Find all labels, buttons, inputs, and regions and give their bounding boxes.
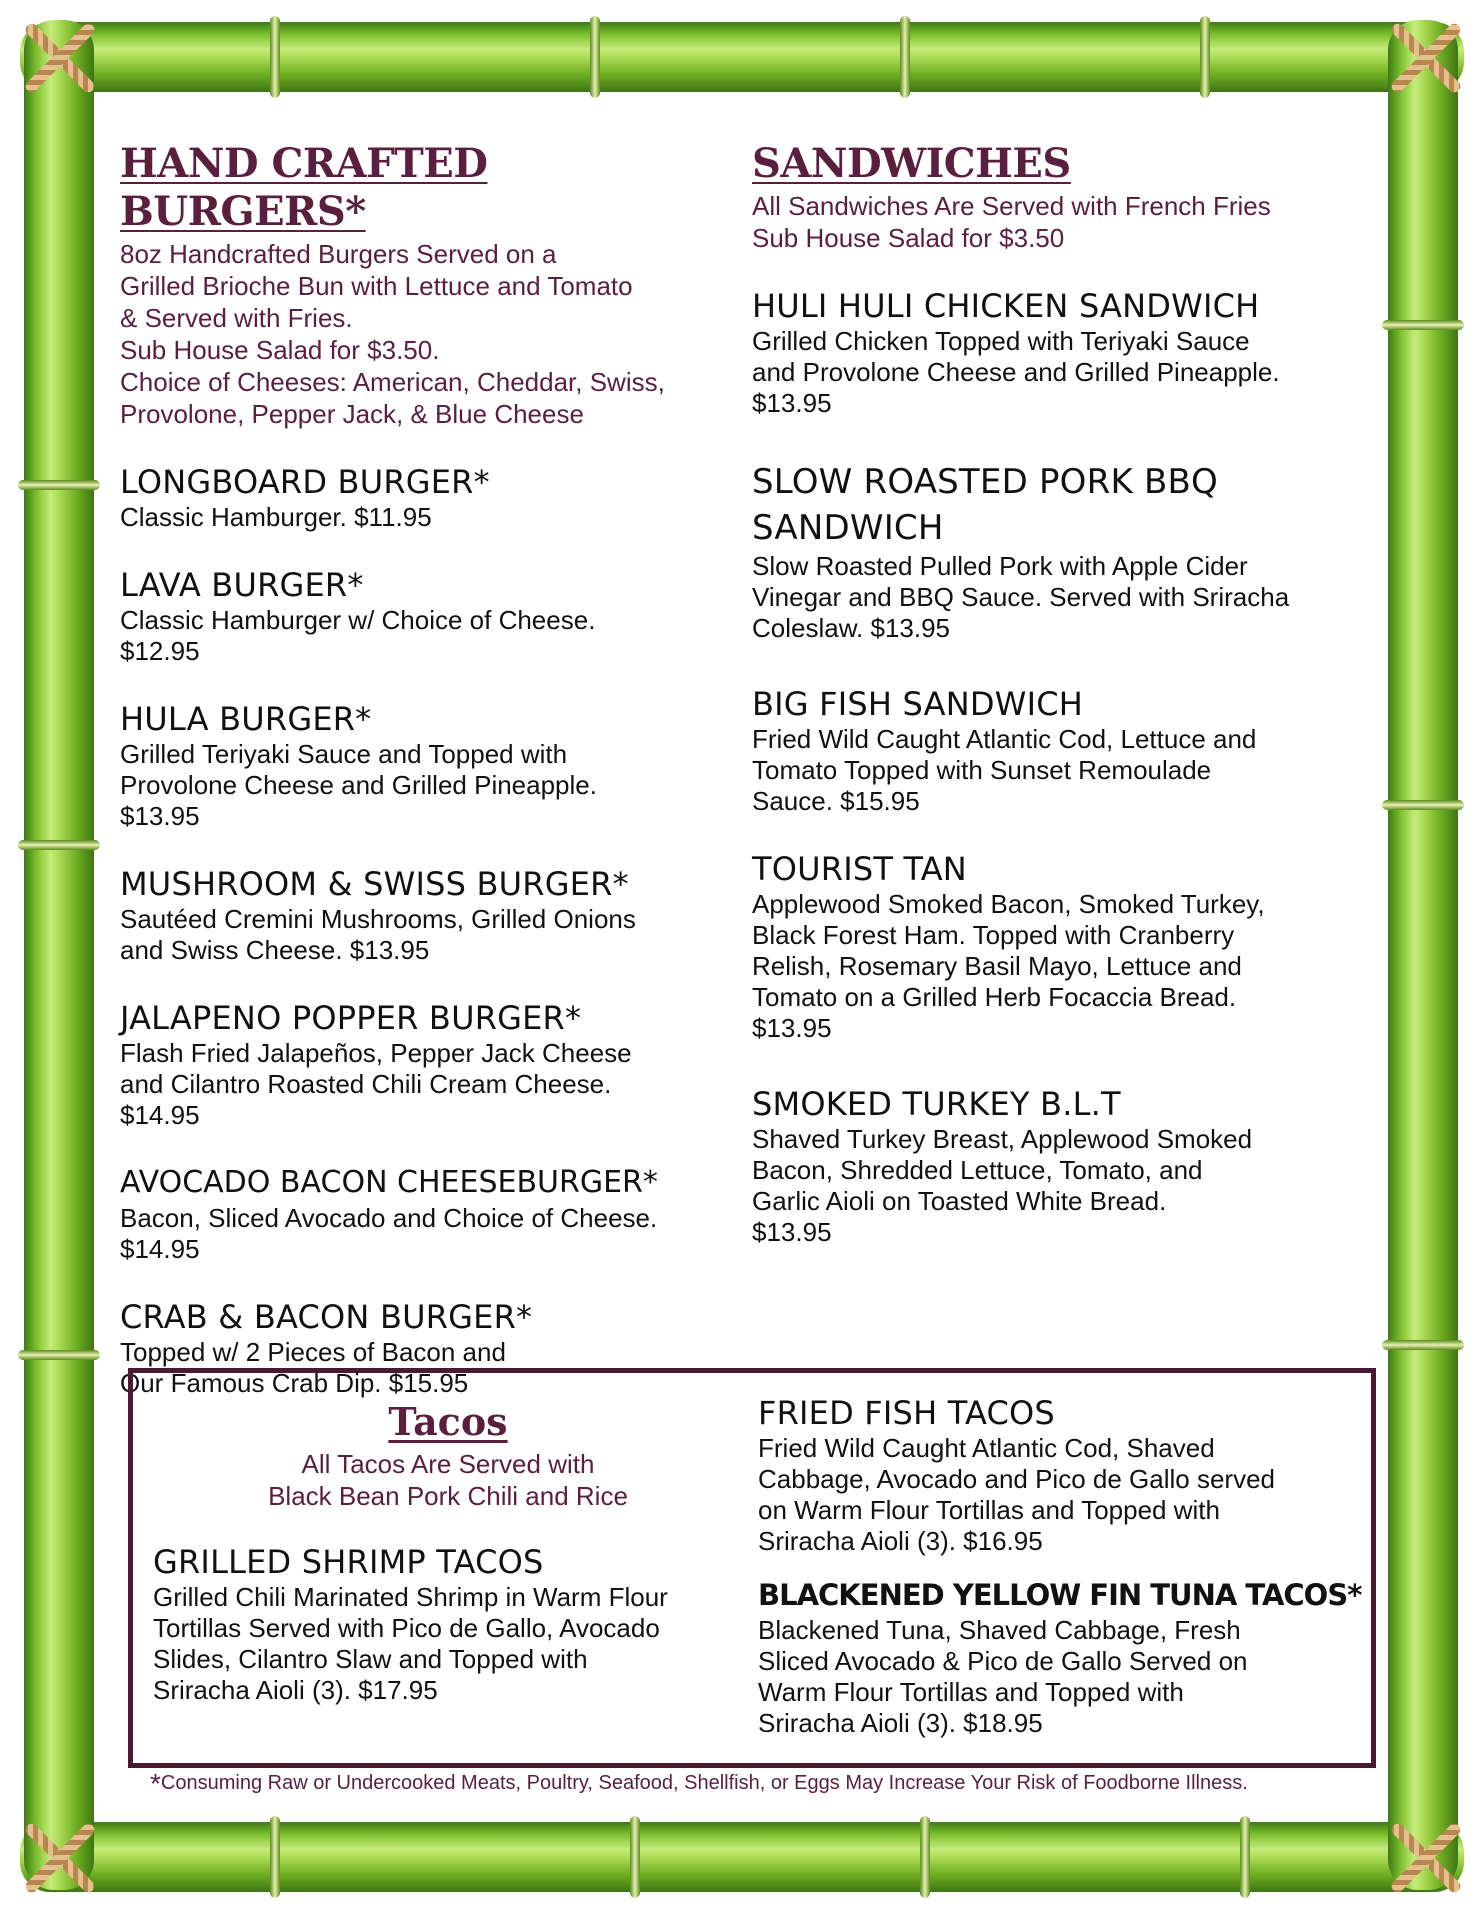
item-name: SMOKED TURKEY B.L.T xyxy=(752,1085,1121,1123)
item-desc: Slow Roasted Pulled Pork with Apple Cider Vinegar and BBQ Sauce. Served with Sriracha Coleslaw. $13.95 xyxy=(752,551,1290,643)
item-name: BIG FISH SANDWICH xyxy=(752,685,1084,723)
menu-item-turkey-blt xyxy=(752,1084,1372,1248)
sandwiches-intro xyxy=(752,190,1372,254)
item-name: GRILLED SHRIMP TACOS xyxy=(153,1543,544,1581)
item-name: BLACKENED YELLOW FIN TUNA TACOS* xyxy=(758,1578,1362,1612)
item-name: FRIED FISH TACOS xyxy=(758,1394,1055,1432)
tacos-right-column xyxy=(758,1393,1368,1739)
menu-item-huli-huli xyxy=(752,286,1372,419)
burgers-column xyxy=(120,140,740,1399)
item-desc: Topped w/ 2 Pieces of Bacon and Our Famous Crab Dip. $15.95 xyxy=(120,1337,506,1398)
burgers-title: HAND CRAFTED BURGERS* xyxy=(120,140,488,235)
sandwiches-intro-line: All Sandwiches Are Served with French Fries xyxy=(752,191,1271,221)
tacos-box xyxy=(128,1368,1376,1768)
sandwiches-column xyxy=(752,140,1372,1248)
footnote xyxy=(150,1768,1370,1804)
tacos-left-column xyxy=(153,1399,743,1706)
item-name: MUSHROOM & SWISS BURGER* xyxy=(120,865,629,903)
rope-knot-icon xyxy=(20,1818,100,1898)
item-desc: Blackened Tuna, Shaved Cabbage, Fresh Sliced Avocado & Pico de Gallo Served on Warm Flour Tortillas and Topped with Sriracha Aioli (3). $18.95 xyxy=(758,1615,1248,1738)
item-desc: Flash Fried Jalapeños, Pepper Jack Cheese and Cilantro Roasted Chili Cream Cheese. $14.95 xyxy=(120,1038,632,1130)
item-name: LONGBOARD BURGER* xyxy=(120,463,490,501)
item-desc: Grilled Teriyaki Sauce and Topped with Provolone Cheese and Grilled Pineapple. $13.95 xyxy=(120,739,597,831)
item-desc: Bacon, Sliced Avocado and Choice of Cheese. $14.95 xyxy=(120,1203,658,1264)
menu-item-pork-bbq xyxy=(752,459,1372,644)
menu-item-jalapeno-popper xyxy=(120,998,740,1131)
item-name: AVOCADO BACON CHEESEBURGER* xyxy=(120,1165,658,1200)
item-desc: Fried Wild Caught Atlantic Cod, Shaved Cabbage, Avocado and Pico de Gallo served on Warm Flour Tortillas and Topped with Sriracha Aioli (3). $16.95 xyxy=(758,1433,1275,1556)
bamboo-bottom-icon xyxy=(20,1822,1464,1892)
burgers-intro-line: & Served with Fries. xyxy=(120,303,353,333)
menu-item-lava xyxy=(120,565,740,667)
rope-knot-icon xyxy=(1386,1818,1466,1898)
item-desc: Sautéed Cremini Mushrooms, Grilled Onions and Swiss Cheese. $13.95 xyxy=(120,904,636,965)
tacos-intro: All Tacos Are Served with Black Bean Pork Chili and Rice xyxy=(268,1449,628,1511)
footnote-star: * xyxy=(150,1768,161,1799)
item-desc: Grilled Chicken Topped with Teriyaki Sauce and Provolone Cheese and Grilled Pineapple. $13.95 xyxy=(752,326,1280,418)
menu-item-longboard xyxy=(120,462,740,533)
burgers-intro xyxy=(120,238,740,430)
burgers-intro-line: Choice of Cheeses: American, Cheddar, Swiss, xyxy=(120,367,665,397)
menu-item-mushroom-swiss xyxy=(120,864,740,966)
burgers-intro-line: Sub House Salad for $3.50. xyxy=(120,335,440,365)
sandwiches-intro-line: Sub House Salad for $3.50 xyxy=(752,223,1065,253)
menu-item-avocado-bacon xyxy=(120,1163,740,1265)
burgers-intro-line: Grilled Brioche Bun with Lettuce and Tomato xyxy=(120,271,633,301)
item-desc: Classic Hamburger. $11.95 xyxy=(120,502,432,532)
item-desc: Grilled Chili Marinated Shrimp in Warm Flour Tortillas Served with Pico de Gallo, Avocado Slides, Cilantro Slaw and Topped with Sriracha Aioli (3). $17.95 xyxy=(153,1582,668,1705)
bamboo-left-icon xyxy=(24,20,94,1890)
bamboo-top-icon xyxy=(20,22,1464,92)
item-name: CRAB & BACON BURGER* xyxy=(120,1298,533,1336)
item-name: JALAPENO POPPER BURGER* xyxy=(120,999,582,1037)
item-name: HULA BURGER* xyxy=(120,700,372,738)
menu-item-fried-fish-tacos xyxy=(758,1393,1368,1557)
item-desc: Fried Wild Caught Atlantic Cod, Lettuce and Tomato Topped with Sunset Remoulade Sauce. $15.95 xyxy=(752,724,1257,816)
item-name: HULI HULI CHICKEN SANDWICH xyxy=(752,287,1260,325)
menu-item-hula xyxy=(120,699,740,832)
item-name: LAVA BURGER* xyxy=(120,566,364,604)
item-desc: Applewood Smoked Bacon, Smoked Turkey, Black Forest Ham. Topped with Cranberry Relish, Rosemary Basil Mayo, Lettuce and Tomato on a Grilled Herb Focaccia Bread. $13.95 xyxy=(752,889,1265,1043)
rope-knot-icon xyxy=(1386,18,1466,98)
burgers-intro-line: Provolone, Pepper Jack, & Blue Cheese xyxy=(120,399,584,429)
menu-item-tourist-tan xyxy=(752,849,1372,1044)
menu-item-shrimp-tacos xyxy=(153,1542,743,1706)
burgers-intro-line: 8oz Handcrafted Burgers Served on a xyxy=(120,239,557,269)
menu-item-tuna-tacos xyxy=(758,1575,1368,1739)
bamboo-right-icon xyxy=(1388,20,1458,1890)
item-desc: Classic Hamburger w/ Choice of Cheese. $12.95 xyxy=(120,605,596,666)
item-name: TOURIST TAN xyxy=(752,850,967,888)
item-desc: Shaved Turkey Breast, Applewood Smoked Bacon, Shredded Lettuce, Tomato, and Garlic Aioli on Toasted White Bread. $13.95 xyxy=(752,1124,1253,1247)
footnote-text: Consuming Raw or Undercooked Meats, Poultry, Seafood, Shellfish, or Eggs May Increase Your Risk of Foodborne Illness. xyxy=(160,1772,1248,1794)
tacos-title: Tacos xyxy=(388,1399,508,1444)
rope-knot-icon xyxy=(20,18,100,98)
menu-item-big-fish xyxy=(752,684,1372,817)
item-name: SLOW ROASTED PORK BBQ SANDWICH xyxy=(752,462,1218,548)
sandwiches-title: SANDWICHES xyxy=(752,140,1071,187)
